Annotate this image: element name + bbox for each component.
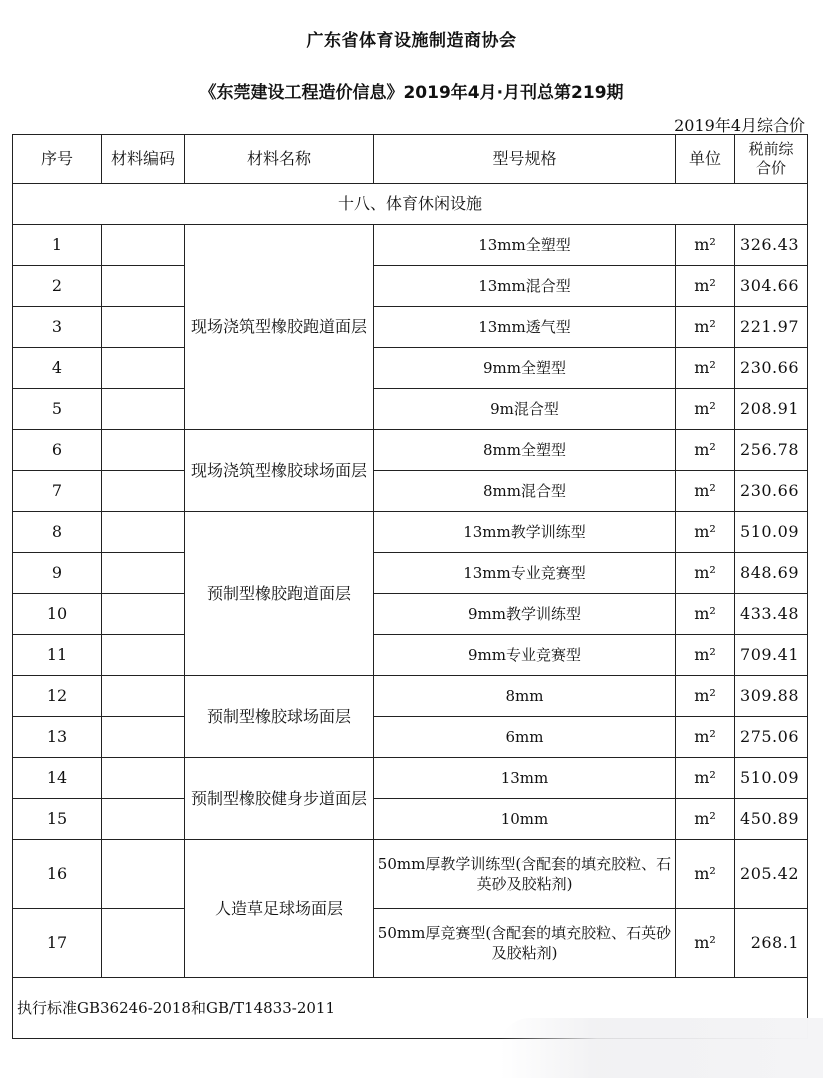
price-cell: 433.48	[735, 594, 808, 635]
price-caption: 2019年4月综合价	[674, 116, 805, 135]
table-row	[13, 266, 808, 307]
unit-cell: m²	[676, 512, 735, 553]
unit-cell: m²	[676, 799, 735, 840]
code-cell	[102, 758, 185, 799]
spec-cell: 8mm全塑型	[374, 430, 676, 471]
table-row	[13, 676, 808, 717]
seq-cell: 14	[13, 758, 102, 799]
standard-note: 执行标准GB36246-2018和GB/T14833-2011	[13, 978, 808, 1039]
table-row	[13, 553, 808, 594]
seq-cell: 12	[13, 676, 102, 717]
price-cell: 326.43	[735, 225, 808, 266]
price-cell: 205.42	[735, 840, 808, 909]
column-header-spec: 型号规格	[374, 135, 676, 184]
code-cell	[102, 430, 185, 471]
table-row	[13, 512, 808, 553]
spec-cell: 9m混合型	[374, 389, 676, 430]
unit-cell: m²	[676, 840, 735, 909]
price-cell: 221.97	[735, 307, 808, 348]
spec-cell: 13mm专业竞赛型	[374, 553, 676, 594]
organization-title: 广东省体育设施制造商协会	[306, 31, 517, 51]
group-name-cell: 现场浇筑型橡胶跑道面层	[185, 225, 374, 430]
spec-cell: 9mm专业竞赛型	[374, 635, 676, 676]
table-row	[13, 594, 808, 635]
group-name-cell: 人造草足球场面层	[185, 840, 374, 978]
column-header-unit: 单位	[676, 135, 735, 184]
price-cell: 510.09	[735, 758, 808, 799]
price-cell: 709.41	[735, 635, 808, 676]
price-cell: 304.66	[735, 266, 808, 307]
seq-cell: 8	[13, 512, 102, 553]
group-name-cell: 现场浇筑型橡胶球场面层	[185, 430, 374, 512]
code-cell	[102, 717, 185, 758]
code-cell	[102, 307, 185, 348]
price-cell: 309.88	[735, 676, 808, 717]
photo-glare	[500, 1018, 823, 1078]
table-row	[13, 799, 808, 840]
table-header-row	[13, 135, 808, 184]
seq-cell: 11	[13, 635, 102, 676]
table-row	[13, 635, 808, 676]
price-cell: 275.06	[735, 717, 808, 758]
spec-cell: 13mm混合型	[374, 266, 676, 307]
unit-cell: m²	[676, 389, 735, 430]
code-cell	[102, 512, 185, 553]
spec-cell: 13mm全塑型	[374, 225, 676, 266]
spec-cell: 9mm全塑型	[374, 348, 676, 389]
seq-cell: 17	[13, 909, 102, 978]
column-header-price-line1: 税前综	[748, 140, 794, 158]
price-cell: 450.89	[735, 799, 808, 840]
unit-cell: m²	[676, 430, 735, 471]
column-header-seq: 序号	[13, 135, 102, 184]
code-cell	[102, 348, 185, 389]
price-cell: 848.69	[735, 553, 808, 594]
table-row	[13, 909, 808, 978]
unit-cell: m²	[676, 348, 735, 389]
column-header-code: 材料编码	[102, 135, 185, 184]
spec-cell: 6mm	[374, 717, 676, 758]
code-cell	[102, 553, 185, 594]
seq-cell: 4	[13, 348, 102, 389]
seq-cell: 16	[13, 840, 102, 909]
price-cell: 268.1	[735, 909, 808, 978]
table-row	[13, 307, 808, 348]
spec-cell: 50mm厚竞赛型(含配套的填充胶粒、石英砂及胶粘剂)	[374, 909, 676, 978]
price-cell: 208.91	[735, 389, 808, 430]
code-cell	[102, 389, 185, 430]
price-table	[12, 134, 808, 1039]
code-cell	[102, 799, 185, 840]
group-name-cell: 预制型橡胶跑道面层	[185, 512, 374, 676]
seq-cell: 5	[13, 389, 102, 430]
table-row	[13, 840, 808, 909]
table-row	[13, 471, 808, 512]
spec-cell: 10mm	[374, 799, 676, 840]
seq-cell: 7	[13, 471, 102, 512]
seq-cell: 6	[13, 430, 102, 471]
price-cell: 230.66	[735, 471, 808, 512]
table-row	[13, 430, 808, 471]
price-cell: 230.66	[735, 348, 808, 389]
table-row	[13, 348, 808, 389]
publication-title: 《东莞建设工程造价信息》2019年4月·月刊总第219期	[199, 83, 624, 103]
section-title: 十八、体育休闲设施	[13, 184, 808, 225]
table-row	[13, 389, 808, 430]
code-cell	[102, 909, 185, 978]
table-row	[13, 225, 808, 266]
spec-cell: 50mm厚教学训练型(含配套的填充胶粒、石英砂及胶粘剂)	[374, 840, 676, 909]
code-cell	[102, 471, 185, 512]
seq-cell: 13	[13, 717, 102, 758]
unit-cell: m²	[676, 307, 735, 348]
group-name-cell: 预制型橡胶健身步道面层	[185, 758, 374, 840]
spec-cell: 13mm透气型	[374, 307, 676, 348]
code-cell	[102, 635, 185, 676]
unit-cell: m²	[676, 471, 735, 512]
seq-cell: 3	[13, 307, 102, 348]
unit-cell: m²	[676, 909, 735, 978]
price-cell: 510.09	[735, 512, 808, 553]
code-cell	[102, 266, 185, 307]
spec-cell: 9mm教学训练型	[374, 594, 676, 635]
code-cell	[102, 840, 185, 909]
unit-cell: m²	[676, 717, 735, 758]
column-header-price-line2: 合价	[755, 159, 786, 177]
price-cell: 256.78	[735, 430, 808, 471]
spec-cell: 8mm混合型	[374, 471, 676, 512]
unit-cell: m²	[676, 676, 735, 717]
column-header-price	[735, 135, 808, 184]
unit-cell: m²	[676, 225, 735, 266]
spec-cell: 8mm	[374, 676, 676, 717]
group-name-cell: 预制型橡胶球场面层	[185, 676, 374, 758]
column-header-name: 材料名称	[185, 135, 374, 184]
table-row	[13, 758, 808, 799]
spec-cell: 13mm教学训练型	[374, 512, 676, 553]
unit-cell: m²	[676, 758, 735, 799]
unit-cell: m²	[676, 266, 735, 307]
table-row	[13, 717, 808, 758]
seq-cell: 2	[13, 266, 102, 307]
unit-cell: m²	[676, 553, 735, 594]
seq-cell: 10	[13, 594, 102, 635]
code-cell	[102, 225, 185, 266]
unit-cell: m²	[676, 594, 735, 635]
spec-cell: 13mm	[374, 758, 676, 799]
seq-cell: 15	[13, 799, 102, 840]
code-cell	[102, 594, 185, 635]
seq-cell: 9	[13, 553, 102, 594]
unit-cell: m²	[676, 635, 735, 676]
code-cell	[102, 676, 185, 717]
seq-cell: 1	[13, 225, 102, 266]
